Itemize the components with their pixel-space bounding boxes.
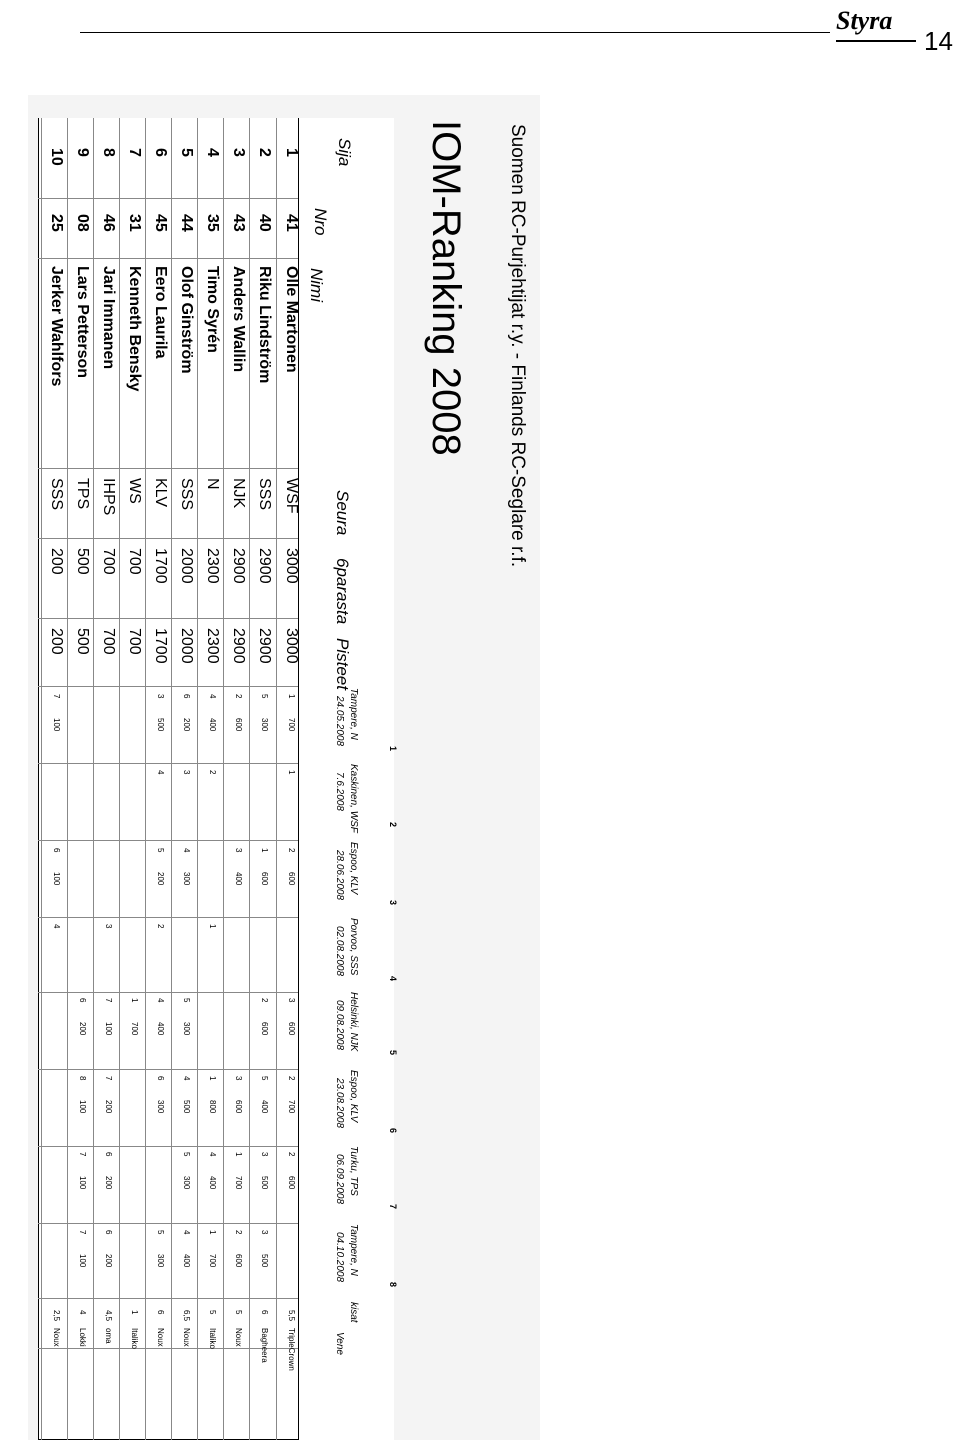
header-event-place: Espoo, KLV <box>348 842 359 895</box>
event-points: 500 <box>156 718 165 732</box>
boat-design: Italiko <box>130 1328 139 1349</box>
event-points: 200 <box>104 1176 113 1190</box>
event-position: 6 <box>104 1152 113 1157</box>
event-position: 2 <box>287 1152 296 1157</box>
row-divider <box>249 118 250 1440</box>
event-position: 6 <box>182 694 191 699</box>
event-position: 1 <box>208 1230 217 1235</box>
event-points: 400 <box>208 718 217 732</box>
event-position: 2 <box>234 694 243 699</box>
page-number: 14 <box>924 26 953 56</box>
event-points: 100 <box>78 1100 87 1114</box>
sail-number: 43 <box>230 214 247 232</box>
event-points: 600 <box>287 1022 296 1036</box>
best-six: 700 <box>126 548 143 575</box>
row-divider <box>41 118 42 1440</box>
event-points: 400 <box>156 1022 165 1036</box>
best-six: 2000 <box>178 548 195 584</box>
boat-design: Lokki <box>78 1328 87 1347</box>
event-position: 7 <box>78 1230 87 1235</box>
event-position: 5 <box>156 1230 165 1235</box>
event-points: 300 <box>182 1176 191 1190</box>
header-event-date: 09.08.2008 <box>334 1000 345 1051</box>
club: SSS <box>48 478 65 511</box>
event-position: 2 <box>260 998 269 1003</box>
skipper-name: Kenneth Bensky <box>126 266 143 392</box>
event-points: 200 <box>156 872 165 886</box>
event-position: 3 <box>104 924 113 929</box>
event-position: 5 <box>260 1076 269 1081</box>
header-event-number: 7 <box>388 1204 398 1210</box>
header-nro: Nro <box>311 208 330 236</box>
column-divider <box>38 686 298 687</box>
rank: 2 <box>256 148 273 157</box>
event-position: 4 <box>182 1076 191 1081</box>
club: WSF <box>283 478 300 514</box>
best-six: 500 <box>74 548 91 575</box>
header-pisteet: Pisteet <box>333 638 352 690</box>
event-points: 700 <box>208 1254 217 1268</box>
best-six: 1700 <box>152 548 169 584</box>
sail-number: 31 <box>126 214 143 232</box>
event-points: 600 <box>260 872 269 886</box>
header-event-place: Tampere, N <box>348 688 359 740</box>
table-bottom <box>38 1439 298 1440</box>
event-position: 1 <box>208 1076 217 1081</box>
points: 2900 <box>230 628 247 664</box>
best-six: 200 <box>48 548 65 575</box>
boat-design: Noux <box>52 1328 61 1347</box>
column-divider <box>38 1298 298 1299</box>
races-count: 1 <box>130 1310 139 1315</box>
event-points: 100 <box>52 872 61 886</box>
event-points: 300 <box>156 1254 165 1268</box>
points: 700 <box>126 628 143 655</box>
header-event-date: 23.08.2008 <box>334 1078 345 1129</box>
boat-design: TripleCrown <box>287 1328 296 1371</box>
event-points: 100 <box>78 1254 87 1268</box>
event-position: 4 <box>156 998 165 1003</box>
event-position: 7 <box>52 694 61 699</box>
club: NJK <box>230 478 247 509</box>
event-points: 300 <box>182 1022 191 1036</box>
header-event-date: 04.10.2008 <box>334 1232 345 1283</box>
column-divider <box>38 258 298 259</box>
event-position: 3 <box>234 1076 243 1081</box>
event-points: 500 <box>182 1100 191 1114</box>
header-event-place: Turku, TPS <box>348 1146 359 1196</box>
column-divider <box>38 618 298 619</box>
header-event-place: Tampere, N <box>348 1224 359 1276</box>
races-count: 6 <box>156 1310 165 1315</box>
event-points: 700 <box>287 1100 296 1114</box>
rank: 10 <box>48 148 65 166</box>
document-title: IOM-Ranking 2008 <box>424 120 468 456</box>
row-divider <box>197 118 198 1440</box>
event-position: 4 <box>156 770 165 775</box>
event-points: 300 <box>182 872 191 886</box>
rank: 4 <box>204 148 221 157</box>
header-sija: Sija <box>335 138 354 167</box>
event-points: 200 <box>104 1100 113 1114</box>
boat-design: Noux <box>182 1328 191 1347</box>
header-event-place: Espoo, KLV <box>348 1070 359 1123</box>
event-points: 600 <box>287 872 296 886</box>
event-position: 3 <box>156 694 165 699</box>
club: KLV <box>152 478 169 508</box>
event-points: 700 <box>287 718 296 732</box>
skipper-name: Olle Martonen <box>283 266 300 373</box>
header-event-number: 2 <box>388 822 398 828</box>
header-event-place: Porvoo, SSS <box>348 918 359 976</box>
row-divider <box>93 118 94 1440</box>
rank: 3 <box>230 148 247 157</box>
club: SSS <box>256 478 273 511</box>
event-position: 1 <box>208 924 217 929</box>
column-divider <box>38 1146 298 1147</box>
event-points: 400 <box>208 1176 217 1190</box>
sail-number: 45 <box>152 214 169 232</box>
event-position: 1 <box>130 998 139 1003</box>
column-divider <box>38 992 298 993</box>
event-points: 100 <box>104 1022 113 1036</box>
event-points: 400 <box>182 1254 191 1268</box>
club: WS <box>126 478 143 504</box>
column-divider <box>38 538 298 539</box>
column-divider <box>38 468 298 469</box>
event-position: 3 <box>287 998 296 1003</box>
event-position: 5 <box>260 694 269 699</box>
points: 2000 <box>178 628 195 664</box>
column-divider <box>38 198 298 199</box>
points: 2300 <box>204 628 221 664</box>
event-points: 600 <box>287 1176 296 1190</box>
column-divider <box>38 1069 298 1070</box>
header-event-date: 7.6.2008 <box>334 772 345 811</box>
column-divider <box>38 917 298 918</box>
event-points: 500 <box>260 1176 269 1190</box>
header-nimi: Nimi <box>307 268 326 302</box>
rank: 7 <box>126 148 143 157</box>
skipper-name: Timo Syrén <box>204 266 221 353</box>
races-count: 4 <box>78 1310 87 1315</box>
header-event-number: 1 <box>388 746 398 752</box>
sail-number: 35 <box>204 214 221 232</box>
row-divider <box>276 118 277 1440</box>
header-event-date: 28.06.2008 <box>334 850 345 901</box>
best-six: 3000 <box>283 548 300 584</box>
event-position: 3 <box>260 1230 269 1235</box>
event-points: 600 <box>234 1100 243 1114</box>
rank: 9 <box>74 148 91 157</box>
row-divider <box>171 118 172 1440</box>
event-points: 200 <box>104 1254 113 1268</box>
sail-number: 46 <box>100 214 117 232</box>
rank: 5 <box>178 148 195 157</box>
event-position: 1 <box>234 1152 243 1157</box>
column-divider <box>38 1223 298 1224</box>
event-points: 600 <box>234 718 243 732</box>
header-rule <box>80 32 830 33</box>
skipper-name: Anders Wallin <box>230 266 247 373</box>
column-divider <box>38 763 298 764</box>
event-position: 8 <box>78 1076 87 1081</box>
event-position: 7 <box>78 1152 87 1157</box>
header-event-place: Kaskinen, WSF <box>348 764 359 833</box>
header-event-date: 02.08.2008 <box>334 926 345 977</box>
event-points: 800 <box>208 1100 217 1114</box>
event-position: 1 <box>287 770 296 775</box>
event-points: 400 <box>234 872 243 886</box>
sail-number: 25 <box>48 214 65 232</box>
event-points: 200 <box>78 1022 87 1036</box>
sail-number: 44 <box>178 214 195 232</box>
points: 500 <box>74 628 91 655</box>
header-event-date: 24.05.2008 <box>334 696 345 747</box>
header-kisat: kisat <box>348 1302 359 1323</box>
ranking-table <box>38 118 398 1440</box>
points: 3000 <box>283 628 300 664</box>
event-position: 4 <box>182 848 191 853</box>
row-divider <box>145 118 146 1440</box>
races-count: 4,5 <box>104 1310 113 1322</box>
event-position: 2 <box>234 1230 243 1235</box>
sail-number: 40 <box>256 214 273 232</box>
boat-design: oma <box>104 1328 113 1344</box>
header-vene: Vene <box>334 1332 345 1355</box>
boat-design: Noux <box>234 1328 243 1347</box>
club: SSS <box>178 478 195 511</box>
best-six: 2300 <box>204 548 221 584</box>
club: IHPS <box>100 478 117 516</box>
column-divider <box>38 1348 298 1349</box>
rank: 8 <box>100 148 117 157</box>
row-divider <box>223 118 224 1440</box>
event-position: 2 <box>287 1076 296 1081</box>
event-position: 4 <box>182 1230 191 1235</box>
event-points: 300 <box>156 1100 165 1114</box>
races-count: 6,5 <box>182 1310 191 1322</box>
event-position: 3 <box>182 770 191 775</box>
event-position: 3 <box>260 1152 269 1157</box>
event-points: 700 <box>234 1176 243 1190</box>
sail-number: 41 <box>283 214 300 232</box>
table-frame-left <box>38 118 39 1440</box>
races-count: 5 <box>208 1310 217 1315</box>
skipper-name: Riku Lindström <box>256 266 273 384</box>
boat-design: Noux <box>156 1328 165 1347</box>
races-count: 5,5 <box>287 1310 296 1322</box>
event-position: 2 <box>287 848 296 853</box>
points: 2900 <box>256 628 273 664</box>
event-points: 100 <box>78 1176 87 1190</box>
skipper-name: Jerker Wahlfors <box>48 266 65 387</box>
header-event-number: 6 <box>388 1128 398 1134</box>
event-points: 100 <box>52 718 61 732</box>
logo-underline <box>836 40 916 42</box>
header-event-number: 5 <box>388 1050 398 1056</box>
publication-logo: Styra <box>836 6 893 35</box>
row-divider <box>67 118 68 1440</box>
boat-design: Italiko <box>208 1328 217 1349</box>
event-position: 6 <box>52 848 61 853</box>
points: 1700 <box>152 628 169 664</box>
event-position: 7 <box>104 998 113 1003</box>
event-position: 7 <box>104 1076 113 1081</box>
event-position: 1 <box>287 694 296 699</box>
event-position: 6 <box>156 1076 165 1081</box>
skipper-name: Jari Immanen <box>100 266 117 370</box>
sail-number: 08 <box>74 214 91 232</box>
header-6parasta: 6parasta <box>333 558 352 625</box>
event-points: 600 <box>260 1022 269 1036</box>
event-position: 5 <box>156 848 165 853</box>
event-position: 1 <box>260 848 269 853</box>
races-count: 6 <box>260 1310 269 1315</box>
event-points: 600 <box>234 1254 243 1268</box>
skipper-name: Eero Laurila <box>152 266 169 359</box>
event-position: 2 <box>208 770 217 775</box>
event-position: 5 <box>182 998 191 1003</box>
header-seura: Seura <box>333 490 352 536</box>
document-subtitle: Suomen RC-Purjehtijat r.y. - Finlands RC-Seglare r.f. <box>507 124 528 568</box>
boat-design: Bagheera <box>260 1328 269 1363</box>
races-count: 2,5 <box>52 1310 61 1322</box>
points: 200 <box>48 628 65 655</box>
event-position: 4 <box>208 1152 217 1157</box>
races-count: 5 <box>234 1310 243 1315</box>
rank: 1 <box>283 148 300 157</box>
best-six: 2900 <box>230 548 247 584</box>
event-position: 3 <box>234 848 243 853</box>
header-event-place: Helsinki, NJK <box>348 992 359 1052</box>
points: 700 <box>100 628 117 655</box>
club: TPS <box>74 478 91 510</box>
column-divider <box>38 840 298 841</box>
club: N <box>204 478 221 490</box>
skipper-name: Olof Ginström <box>178 266 195 374</box>
rank: 6 <box>152 148 169 157</box>
event-points: 400 <box>260 1100 269 1114</box>
event-position: 4 <box>52 924 61 929</box>
event-points: 700 <box>130 1022 139 1036</box>
header-event-number: 8 <box>388 1282 398 1288</box>
event-position: 4 <box>208 694 217 699</box>
event-position: 6 <box>104 1230 113 1235</box>
event-position: 6 <box>78 998 87 1003</box>
header-event-date: 06.09.2008 <box>334 1154 345 1205</box>
event-position: 5 <box>182 1152 191 1157</box>
event-points: 500 <box>260 1254 269 1268</box>
event-points: 200 <box>182 718 191 732</box>
best-six: 2900 <box>256 548 273 584</box>
event-position: 2 <box>156 924 165 929</box>
row-divider <box>119 118 120 1440</box>
skipper-name: Lars Petterson <box>74 266 91 379</box>
best-six: 700 <box>100 548 117 575</box>
event-points: 300 <box>260 718 269 732</box>
header-event-number: 4 <box>388 976 398 982</box>
header-event-number: 3 <box>388 900 398 906</box>
